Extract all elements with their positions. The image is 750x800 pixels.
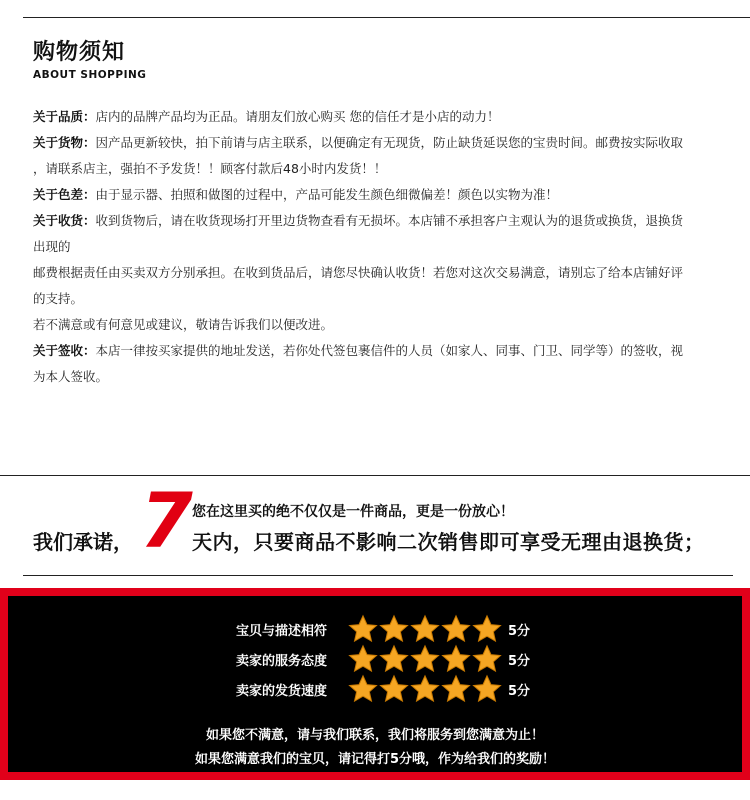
- shopping-notes: [33, 104, 723, 390]
- rating-score: 5分: [508, 623, 531, 639]
- notice-label: 关于收货：: [33, 213, 96, 228]
- rating-label: 卖家的服务态度: [236, 653, 328, 669]
- satisfied-message: 如果您满意我们的宝贝，请记得打5分哦，作为给我们的奖励！: [194, 752, 556, 767]
- page-subtitle: ABOUT SHOPPING: [33, 69, 147, 81]
- rating-label: 宝贝与描述相符: [236, 623, 328, 639]
- star-icon: [379, 674, 409, 704]
- notice-line: [33, 312, 723, 338]
- notice-text: 为本人签收。: [33, 369, 109, 384]
- notice-line: [33, 234, 723, 260]
- notice-line: [33, 182, 723, 208]
- promise-bottom-divider: [23, 575, 733, 576]
- rating-score: 5分: [508, 683, 531, 699]
- notice-label: 关于色差：: [33, 187, 96, 202]
- shopping-notice-heading: [33, 40, 146, 81]
- star-icon: [348, 614, 378, 644]
- star-icon: [472, 614, 502, 644]
- notice-line: [33, 338, 723, 364]
- notice-line: [33, 286, 723, 312]
- notice-text: 邮费根据责任由买卖双方分别承担。在收到货品后，请您尽快确认收货！若您对这次交易满意，请别忘了给本店铺好评: [33, 265, 684, 280]
- rating-label: 卖家的发货速度: [236, 683, 328, 699]
- star-icon: [441, 674, 471, 704]
- notice-text: 由于显示器、拍照和做图的过程中，产品可能发生颜色细微偏差！颜色以实物为准！: [95, 187, 559, 202]
- rating-panel-inner: [8, 596, 742, 772]
- notice-line: [33, 156, 723, 182]
- notice-label: 关于签收：: [33, 343, 96, 358]
- rating-stars: [348, 614, 502, 644]
- star-icon: [472, 674, 502, 704]
- star-icon: [410, 674, 440, 704]
- promise-lead: 我们承诺，: [33, 530, 133, 554]
- star-icon: [379, 614, 409, 644]
- rating-stars: [348, 674, 502, 704]
- notice-text: 店内的品牌产品均为正品。请朋友们放心购买 您的信任才是小店的动力！: [95, 109, 500, 124]
- rating-row: [236, 614, 530, 644]
- star-icon: [379, 644, 409, 674]
- star-icon: [441, 644, 471, 674]
- notice-text: 若不满意或有何意见或建议，敬请告诉我们以便改进。: [33, 317, 334, 332]
- dissatisfied-message: 如果您不满意，请与我们联系，我们将服务到您满意为止！: [205, 728, 544, 743]
- rating-stars: [348, 644, 502, 674]
- notice-line: [33, 104, 723, 130]
- promise-main-text: 天内，只要商品不影响二次销售即可享受无理由退换货；: [192, 530, 705, 554]
- rating-panel: [0, 588, 750, 780]
- notice-text: 收到货物后，请在收货现场打开里边货物查看有无损坏。本店铺不承担客户主观认为的退货或换货，退换货: [95, 213, 684, 228]
- top-divider: [23, 17, 750, 18]
- return-promise-banner: [0, 475, 750, 575]
- star-icon: [441, 614, 471, 644]
- star-icon: [472, 644, 502, 674]
- star-icon: [348, 644, 378, 674]
- promise-tagline: 您在这里买的绝不仅仅是一件商品，更是一份放心！: [192, 504, 514, 520]
- notice-text: ，请联系店主，强拍不予发货！！顾客付款后48小时内发货！！: [33, 161, 387, 176]
- notice-text: 的支持。: [33, 291, 84, 306]
- rating-row: [236, 644, 530, 674]
- star-icon: [348, 674, 378, 704]
- notice-line: [33, 130, 723, 156]
- notice-line: [33, 364, 723, 390]
- notice-label: 关于货物：: [33, 135, 96, 150]
- page-title: 购物须知: [33, 40, 126, 65]
- rating-score: 5分: [508, 653, 531, 669]
- promise-days-number: 7: [140, 476, 193, 565]
- star-icon: [410, 644, 440, 674]
- notice-line: [33, 208, 723, 234]
- notice-line: [33, 260, 723, 286]
- notice-label: 关于品质：: [33, 109, 96, 124]
- notice-text: 出现的: [33, 239, 71, 254]
- notice-text: 本店一律按买家提供的地址发送，若你处代签包裹信件的人员（如家人、同事、门卫、同学等）的签收，视: [95, 343, 684, 358]
- rating-row: [236, 674, 530, 704]
- notice-text: 因产品更新较快，拍下前请与店主联系，以便确定有无现货，防止缺货延误您的宝贵时间。邮费按实际收取: [95, 135, 684, 150]
- star-icon: [410, 614, 440, 644]
